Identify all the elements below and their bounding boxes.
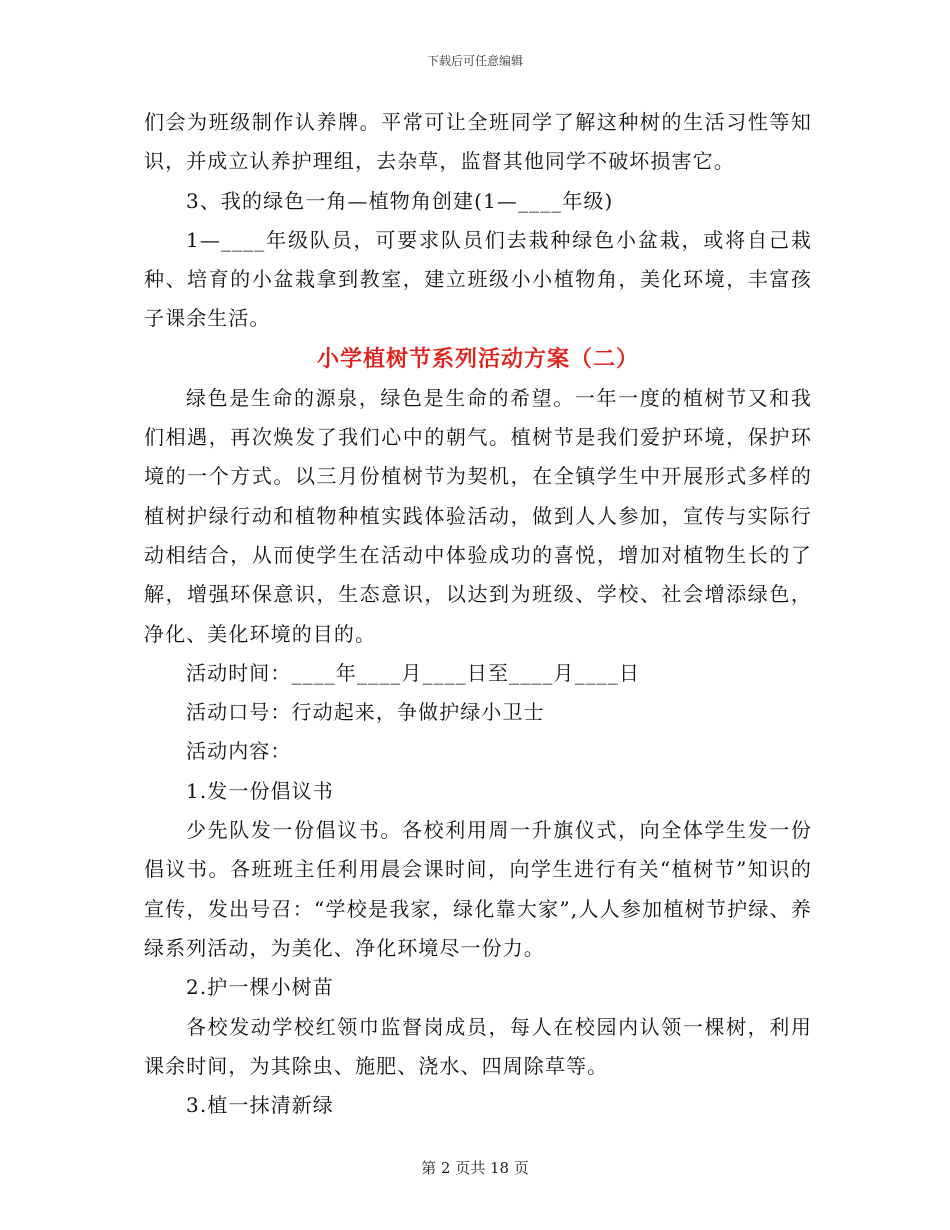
activity-time: 活动时间：____年____月____日至____月____日 [186,660,641,685]
paragraph: 们会为班级制作认养牌。平常可让全班同学了解这种树的生活习性等知识，并成立认养护理组，去杂草，监督其他同学不破坏损害它。 [144,110,812,174]
paragraph: 少先队发一份倡议书。各校利用周一升旗仪式，向全体学生发一份倡议书。各班班主任利用晨会课时间，向学生进行有关“植树节”知识的宣传，发出号召：“学校是我家，绿化靠大家”,人人参加植树节护绿、养绿系列活动，为美化、净化环境尽一份力。 [144,818,812,960]
list-item-heading: 3.植一抹清新绿 [186,1093,334,1118]
document-body [144,103,812,1125]
activity-slogan: 活动口号：行动起来，争做护绿小卫士 [186,700,545,725]
activity-content-heading: 活动内容： [186,739,292,764]
paragraph: 3、我的绿色一角—植物角创建(1—____年级) [186,188,614,213]
list-item-heading: 2.护一棵小树苗 [186,975,334,1000]
page-header: 下载后可任意编辑 [426,54,523,68]
paragraph: 各校发动学校红领巾监督岗成员，每人在校园内认领一棵树，利用课余时间，为其除虫、施肥、浇水、四周除草等。 [144,1014,812,1078]
paragraph: 绿色是生命的源泉，绿色是生命的希望。一年一度的植树节又和我们相遇，再次焕发了我们心中的朝气。植树节是我们爱护环境，保护环境的一个方式。以三月份植树节为契机，在全镇学生中开展形式多样的植树护绿行动和植物种植实践体验活动，做到人人参加，宣传与实际行动相结合，从而使学生在活动中体验成功的喜悦，增加对植物生长的了解，增强环保意识，生态意识，以达到为班级、学校、社会增添绿色，净化、美化环境的目的。 [144,385,812,646]
list-item-heading: 1.发一份倡议书 [186,778,334,803]
section-title: 小学植树节系列活动方案（二） [316,345,639,372]
page-footer: 第 2 页共 18 页 [421,1159,529,1177]
paragraph: 1—____年级队员，可要求队员们去栽种绿色小盆栽，或将自己栽种、培育的小盆栽拿到教室，建立班级小小植物角，美化环境，丰富孩子课余生活。 [144,227,812,331]
